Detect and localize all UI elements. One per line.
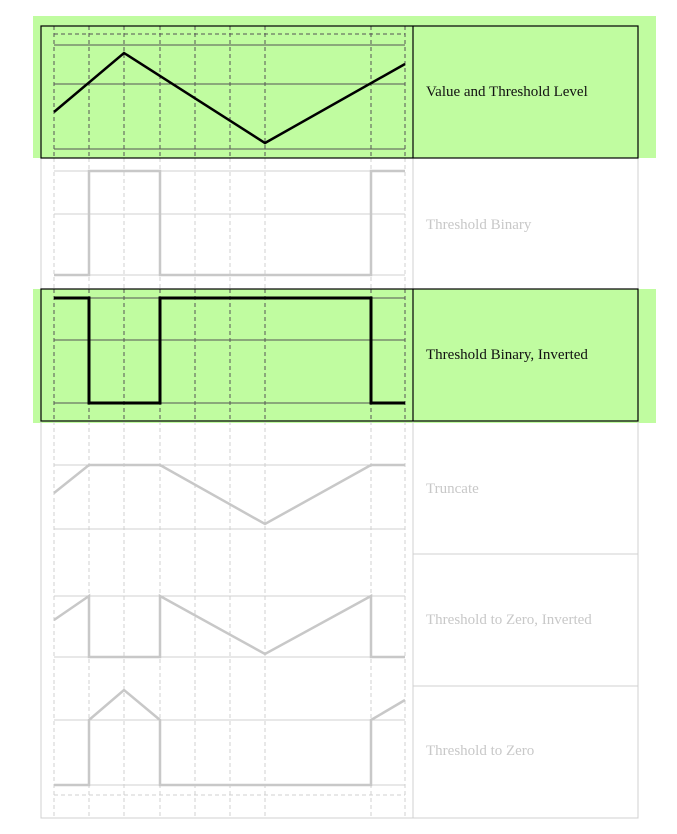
row-label-truncate: Truncate bbox=[426, 481, 479, 497]
row-label-zero-inverted: Threshold to Zero, Inverted bbox=[426, 612, 592, 628]
row-label-threshold-zero: Threshold to Zero bbox=[426, 743, 535, 759]
row-label-value-threshold: Value and Threshold Level bbox=[426, 84, 588, 100]
row-label-threshold-binary: Threshold Binary bbox=[426, 217, 532, 233]
row-label-binary-inverted: Threshold Binary, Inverted bbox=[426, 347, 588, 363]
table-frame bbox=[41, 26, 638, 818]
